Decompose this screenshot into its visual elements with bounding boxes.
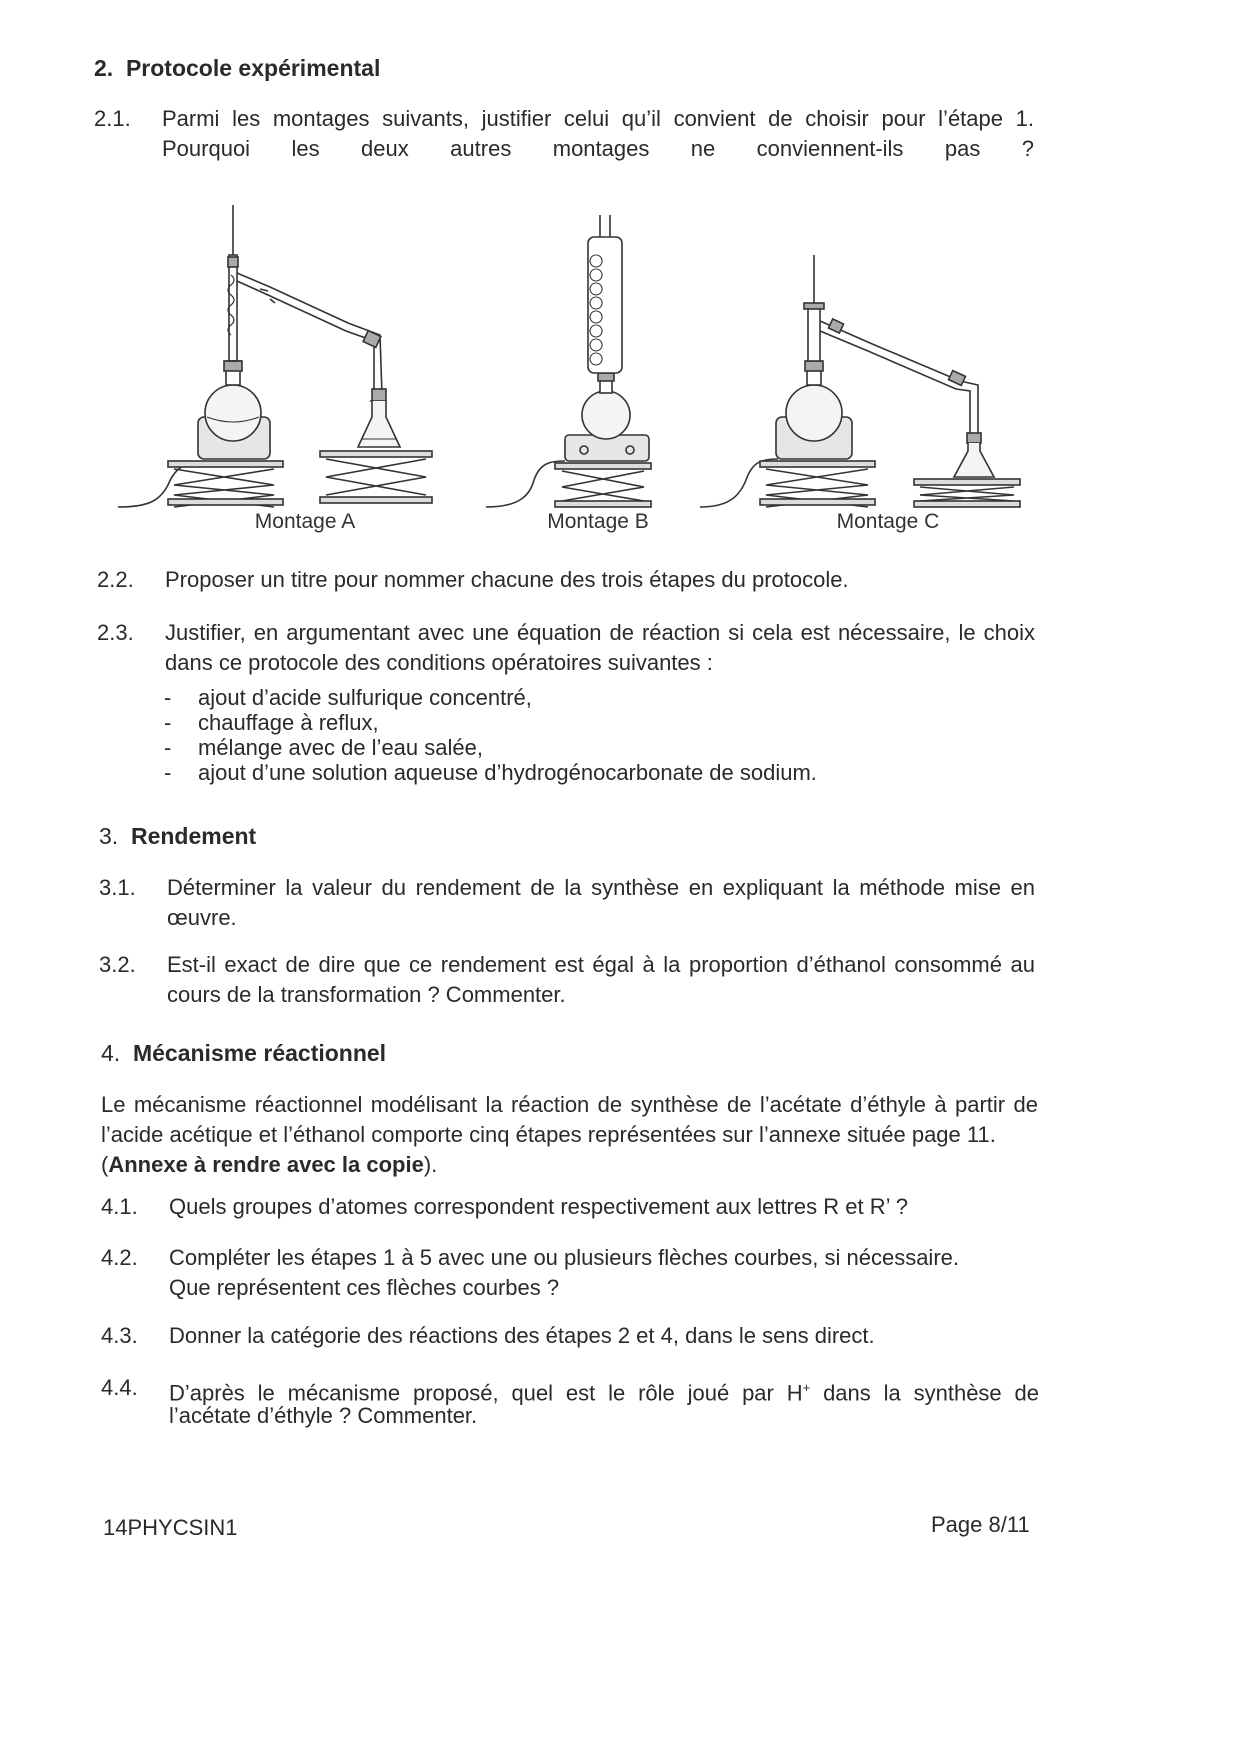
question-2-1-text: Parmi les montages suivants, justifier celui qu’il convient de choisir pour l’étape 1. Pourquoi les deux autres montages ne conviennent-ils pas ?	[162, 106, 1034, 161]
question-4-3-number: 4.3.	[101, 1323, 138, 1348]
question-2-2-text: Proposer un titre pour nommer chacune des trois étapes du protocole.	[165, 567, 849, 592]
question-2-1-number: 2.1.	[94, 106, 131, 131]
section-2-title: Protocole expérimental	[125, 55, 381, 81]
montage-c-diagram	[700, 255, 1020, 507]
section-4-heading	[101, 1040, 386, 1067]
section-3-number: 3.	[99, 823, 119, 849]
question-3-2-text: Est-il exact de dire que ce rendement est égal à la proportion d’éthanol consommé au cours de la transformation ? Commenter.	[167, 952, 1035, 1007]
intro-bold: Annexe à rendre avec la copie	[108, 1152, 424, 1177]
question-4-1-number: 4.1.	[101, 1194, 138, 1219]
question-2-2-number: 2.2.	[97, 567, 134, 592]
question-4-2-text: Compléter les étapes 1 à 5 avec une ou plusieurs flèches courbes, si nécessaire. Que représentent ces flèches courbes ?	[169, 1245, 959, 1300]
page-number: Page 8/11	[931, 1512, 1030, 1537]
montage-b-label: Montage B	[547, 510, 649, 533]
question-3-1-text: Déterminer la valeur du rendement de la synthèse en expliquant la méthode mise en œuvre.	[167, 875, 1035, 930]
question-4-1-text: Quels groupes d’atomes correspondent respectivement aux lettres R et R’ ?	[169, 1194, 908, 1219]
montage-c-label: Montage C	[836, 510, 940, 533]
section-4-intro: Le mécanisme réactionnel modélisant la réaction de synthèse de l’acétate d’éthyle à partir de l’acide acétique et l’éthanol comporte cinq étapes représentées sur l’annexe située page 11. (Annexe à rendre avec la copie).	[101, 1092, 1038, 1177]
montage-b-diagram	[486, 215, 651, 507]
intro-text: Le mécanisme réactionnel modélisant la réaction de synthèse de l’acétate d’éthyle à partir de l’acide acétique et l’éthanol comporte cinq étapes représentées sur l’annexe située page 11.	[101, 1092, 1038, 1147]
question-4-3-text: Donner la catégorie des réactions des étapes 2 et 4, dans le sens direct.	[169, 1323, 875, 1348]
question-4-4-number: 4.4.	[101, 1375, 138, 1400]
list-item: - ajout d’acide sulfurique concentré,	[164, 685, 532, 710]
question-3-2-number: 3.2.	[99, 952, 136, 977]
list-item: - chauffage à reflux,	[164, 710, 379, 735]
question-2-3-number: 2.3.	[97, 620, 134, 645]
section-2-heading	[94, 55, 380, 82]
section-4-title: Mécanisme réactionnel	[132, 1040, 387, 1066]
section-3-title: Rendement	[130, 823, 257, 849]
lab-setups-figure	[110, 195, 1030, 540]
footer-code: 14PHYCSIN1	[103, 1515, 238, 1540]
list-dash: -	[164, 710, 172, 735]
list-item: - mélange avec de l’eau salée,	[164, 735, 483, 760]
question-4-2-number: 4.2.	[101, 1245, 138, 1270]
list-dash: -	[164, 760, 172, 785]
list-dash: -	[164, 685, 172, 710]
question-3-1-number: 3.1.	[99, 875, 136, 900]
question-4-4-line2: l’acétate d’éthyle ? Commenter.	[169, 1403, 478, 1428]
montage-a-label: Montage A	[254, 510, 356, 533]
section-2-number: 2.	[94, 55, 114, 81]
list-item: - ajout d’une solution aqueuse d’hydrogénocarbonate de sodium.	[164, 760, 817, 785]
montage-a-diagram	[118, 205, 432, 507]
question-2-3-text: Justifier, en argumentant avec une équation de réaction si cela est nécessaire, le choix dans ce protocole des conditions opératoires suivantes :	[165, 620, 1035, 675]
list-dash: -	[164, 735, 172, 760]
question-4-4-line1: D’après le mécanisme proposé, quel est le rôle joué par H+ dans la synthèse de	[169, 1380, 1039, 1406]
section-3-heading	[99, 823, 256, 850]
section-4-number: 4.	[101, 1040, 121, 1066]
